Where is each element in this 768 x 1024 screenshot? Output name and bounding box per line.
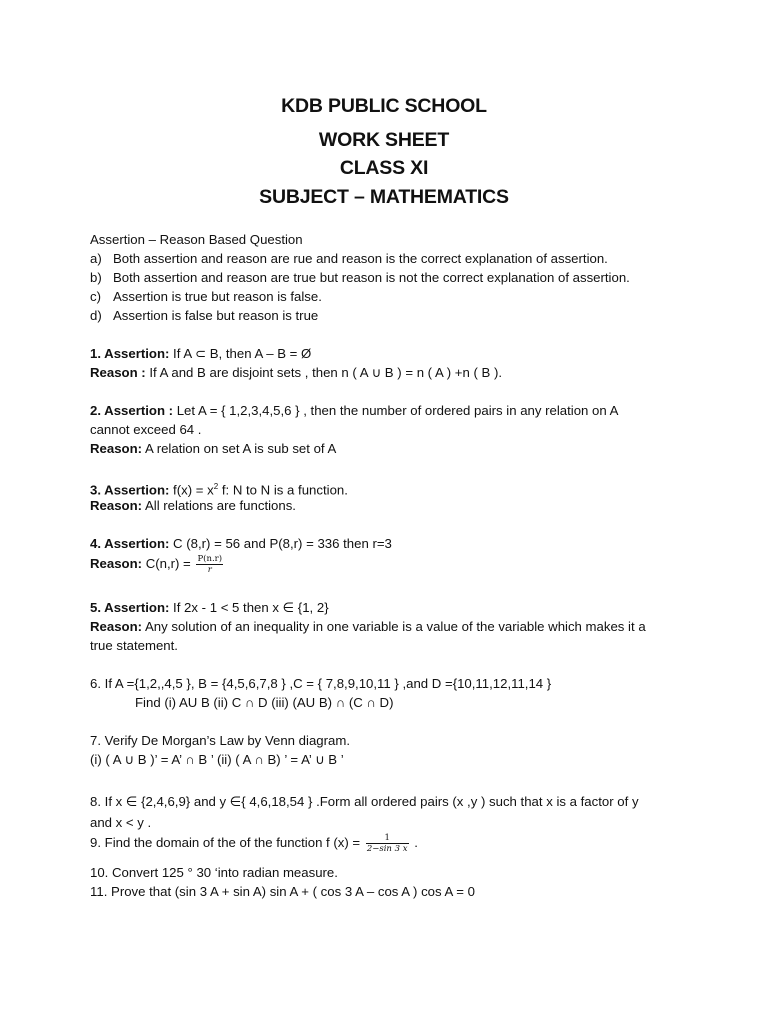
q3-reason-text: All relations are functions. (142, 498, 296, 513)
q1-reason-label: Reason : (90, 365, 146, 380)
option-text: Both assertion and reason are rue and reason is the correct explanation of assertion. (113, 251, 608, 266)
q5-text: If 2x - 1 < 5 then x ∈ {1, 2} (169, 600, 329, 615)
option-letter: a) (90, 251, 102, 266)
q4-reason-text: C(n,r) = (142, 555, 191, 571)
q4-assertion (90, 535, 392, 553)
q9-question (90, 833, 418, 854)
option-b (90, 269, 630, 287)
q9-tail: . (414, 834, 418, 850)
q5-reason-text: Any solution of an inequality in one variable is a value of the variable which makes it a (142, 619, 646, 634)
q7-question: 7. Verify De Morgan’s Law by Venn diagram. (90, 733, 350, 748)
q3-text-post: f: N to N is a function. (218, 482, 348, 498)
q4-label: 4. Assertion: (90, 536, 170, 551)
q4-text: C (8,r) = 56 and P(8,r) = 336 then r=3 (169, 536, 392, 551)
q2-reason-label: Reason: (90, 441, 143, 456)
q8-question-cont: and x < y . (90, 815, 152, 830)
q1-label: 1. Assertion: (90, 346, 170, 361)
option-text: Assertion is true but reason is false. (113, 289, 322, 304)
q5-label: 5. Assertion: (90, 600, 170, 615)
q2-assertion (90, 402, 618, 420)
class-title: CLASS XI (339, 157, 429, 179)
q5-reason (90, 618, 646, 636)
q10-question: 10. Convert 125 ° 30 ‘into radian measure. (90, 865, 338, 880)
q4-reason (90, 554, 225, 575)
q3-exponent: 2 (213, 482, 219, 491)
q4-reason-label: Reason: (90, 555, 143, 571)
q9-fraction-denominator: 2−sin 3 x (366, 844, 408, 854)
option-letter: b) (90, 270, 102, 285)
q6-subparts: Find (i) AU B (ii) C ∩ D (iii) (AU B) ∩ (C ∩ D) (135, 695, 394, 710)
q3-reason (90, 497, 296, 515)
q4-fraction-denominator: r (207, 565, 212, 575)
q4-fraction-numerator: P(n.r) (197, 554, 223, 564)
q9-fraction-numerator: 1 (366, 833, 409, 844)
q2-assertion-cont: cannot exceed 64 . (90, 422, 202, 437)
option-text: Both assertion and reason are true but reason is not the correct explanation of assertion. (113, 270, 630, 285)
worksheet-title: WORK SHEET (318, 129, 450, 151)
q3-label: 3. Assertion: (90, 482, 170, 498)
option-letter: d) (90, 308, 102, 323)
option-letter: c) (90, 289, 101, 304)
q11-question: 11. Prove that (sin 3 A + sin A) sin A + ( cos 3 A – cos A ) cos A = 0 (90, 884, 475, 899)
q1-assertion (90, 345, 311, 363)
subject-title: SUBJECT – MATHEMATICS (259, 186, 509, 208)
q5-reason-cont: true statement. (90, 638, 178, 653)
option-a (90, 250, 608, 268)
q2-text: Let A = { 1,2,3,4,5,6 } , then the number of ordered pairs in any relation on A (173, 403, 619, 418)
school-name: KDB PUBLIC SCHOOL (281, 95, 487, 117)
q6-question: 6. If A ={1,2,,4,5 }, B = {4,5,6,7,8 } ,C = { 7,8,9,10,11 } ,and D ={10,11,12,11,14 } (90, 676, 552, 691)
q2-reason-text: A relation on set A is sub set of A (142, 441, 337, 456)
q9-text: 9. Find the domain of the of the function f (x) = (90, 834, 361, 850)
q1-reason-text: If A and B are disjoint sets , then n ( A ∪ B ) = n ( A ) +n ( B ). (145, 365, 503, 380)
option-text: Assertion is false but reason is true (113, 308, 319, 323)
q8-question: 8. If x ∈ {2,4,6,9} and y ∈{ 4,6,18,54 } .Form all ordered pairs (x ,y ) such that x is a factor of y (90, 794, 639, 809)
q3-text: f(x) = x (169, 482, 214, 498)
q1-text: If A ⊂ B, then A – B = Ø (169, 346, 312, 361)
option-c (90, 288, 322, 306)
option-d (90, 307, 318, 325)
q4-fraction (196, 554, 223, 575)
section-title: Assertion – Reason Based Question (90, 232, 303, 247)
q2-label: 2. Assertion : (90, 403, 174, 418)
q9-fraction (366, 833, 409, 854)
q7-subparts: (i) ( A ∪ B )’ = A’ ∩ B ’ (ii) ( A ∩ B) ’ = A’ ∪ B ’ (90, 752, 344, 767)
q1-reason (90, 364, 502, 382)
q5-assertion (90, 599, 329, 617)
q5-reason-label: Reason: (90, 619, 143, 634)
q2-reason (90, 440, 336, 458)
q3-reason-label: Reason: (90, 498, 143, 513)
